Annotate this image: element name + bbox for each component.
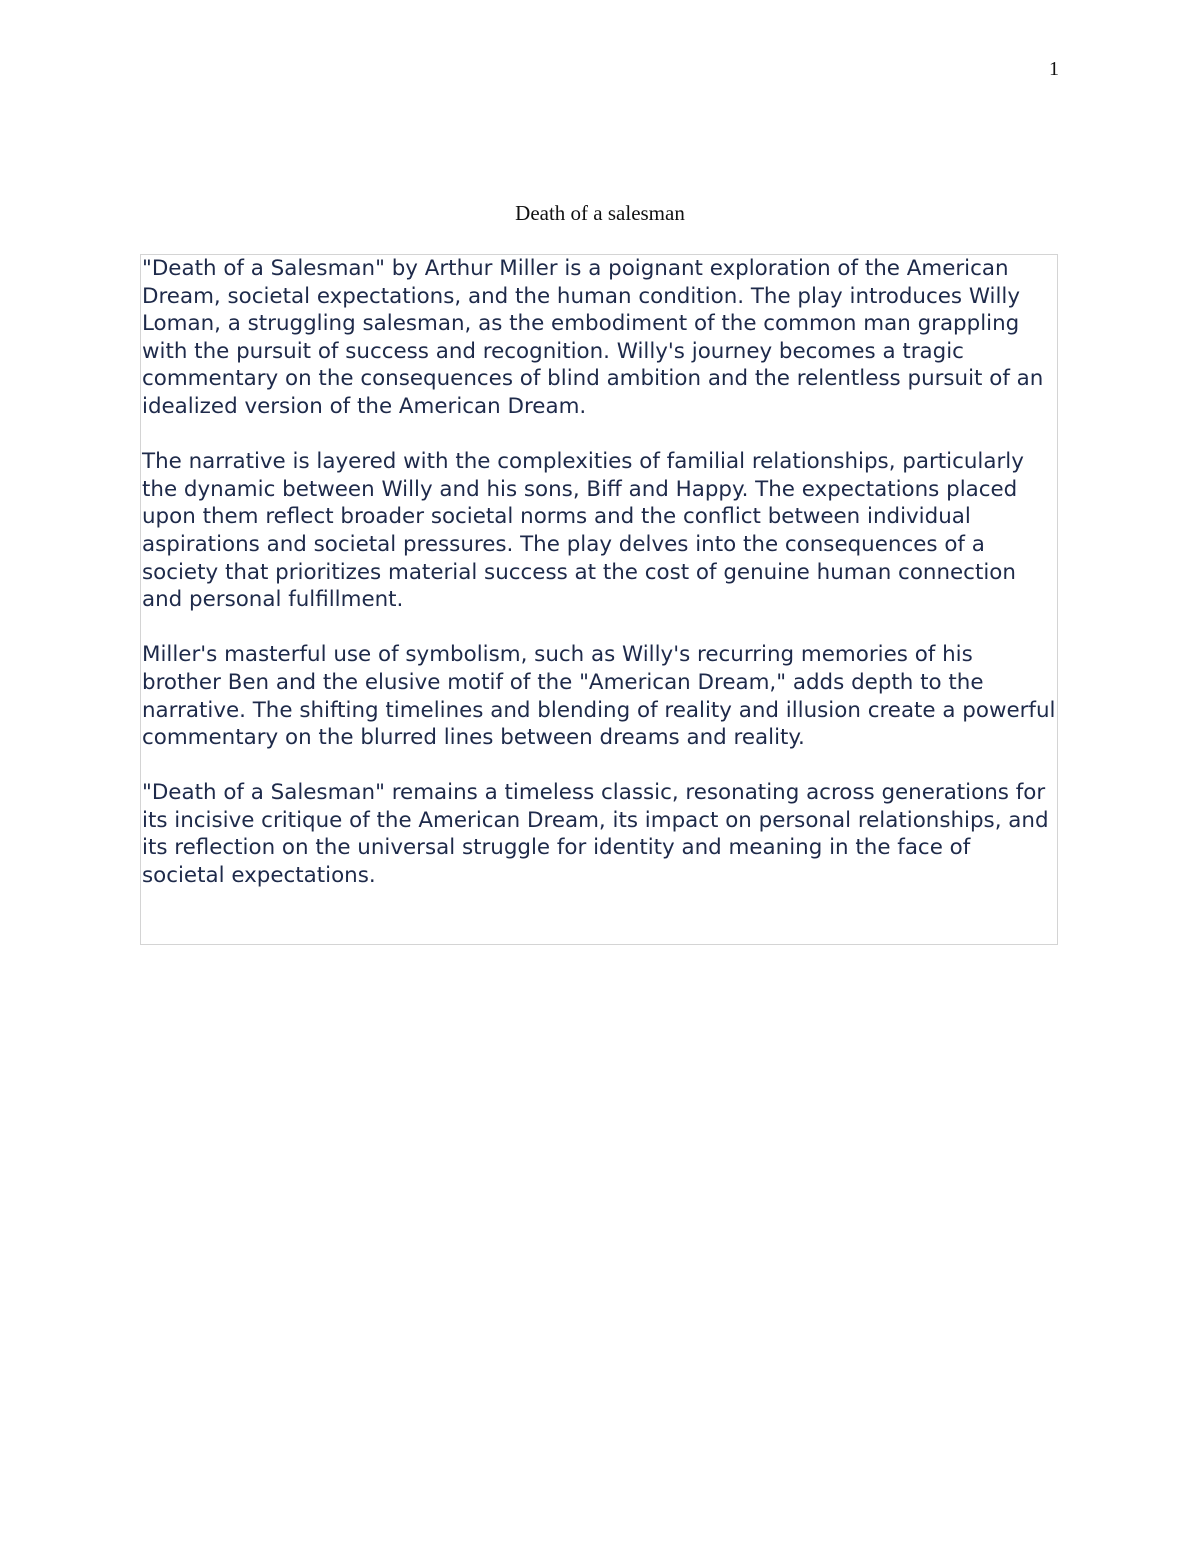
essay-paragraph-4: "Death of a Salesman" remains a timeless classic, resonating across generations for its incisive critique of the American Dream, its impact on personal relationships, and its reflection on the universal struggle for identity and meaning in the face of societal expectations. — [142, 780, 1049, 889]
essay-text-box[interactable] — [140, 254, 1058, 945]
essay-paragraph-1: "Death of a Salesman" by Arthur Miller is a poignant exploration of the American Dream, societal expectations, and the human condition. The play introduces Willy Loman, a struggling salesman, as the embodiment of the common man grappling with the pursuit of success and recognition. Willy's journey becomes a tragic commentary on the consequences of blind ambition and the relentless pursuit of an idealized version of the American Dream. — [142, 256, 1044, 419]
essay-paragraph-2: The narrative is layered with the complexities of familial relationships, particularly the dynamic between Willy and his sons, Biff and Happy. The expectations placed upon them reflect broader societal norms and the conflict between individual aspirations and societal pressures. The play delves into the consequences of a society that prioritizes material success at the cost of genuine human connection and personal fulfillment. — [142, 449, 1024, 613]
essay-paragraph-3: Miller's masterful use of symbolism, such as Willy's recurring memories of his brother Ben and the elusive motif of the "American Dream," adds depth to the narrative. The shifting timelines and blending of reality and illusion create a powerful commentary on the blurred lines between dreams and reality. — [142, 642, 1056, 751]
page-number: 1 — [1049, 58, 1059, 80]
document-title: Death of a salesman — [515, 201, 685, 225]
